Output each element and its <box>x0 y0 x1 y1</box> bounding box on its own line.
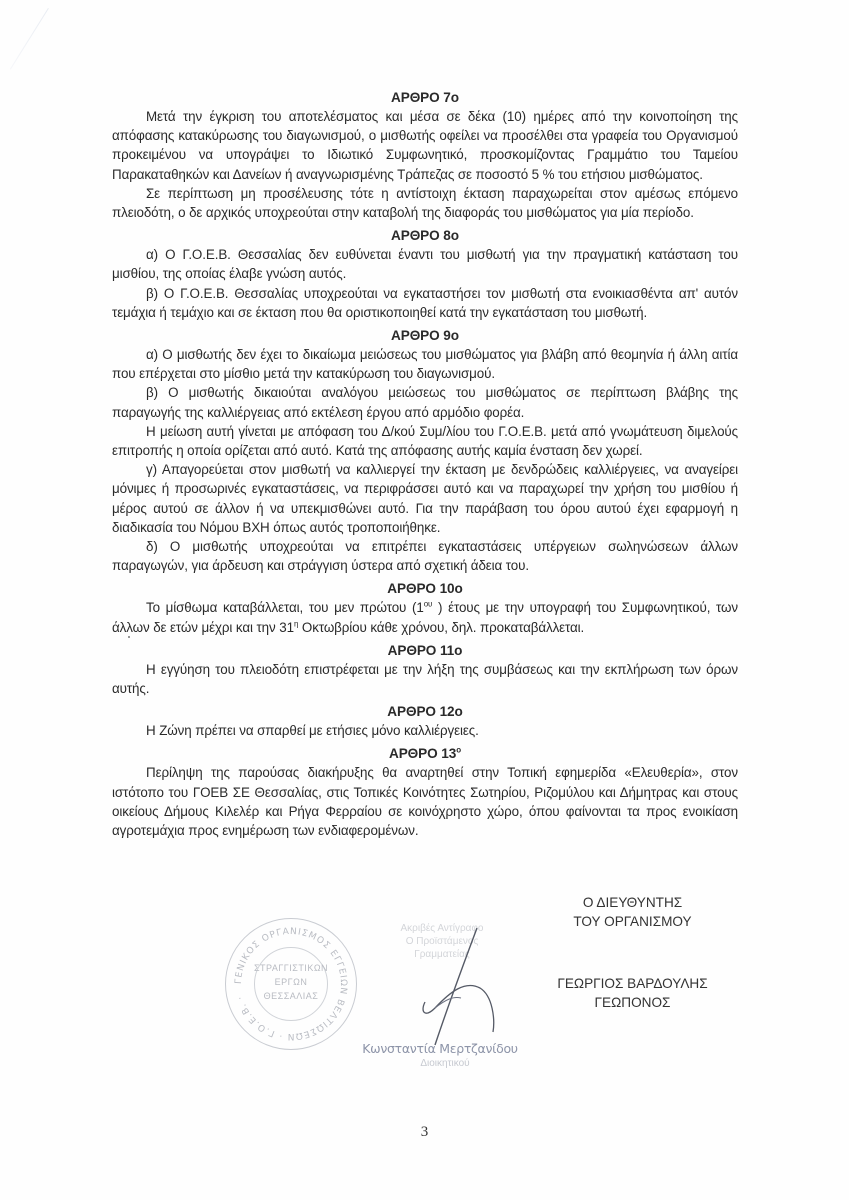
article-9 <box>112 326 738 575</box>
article-title: ΑΡΘΡΟ 9ο <box>391 328 459 344</box>
page-number: 3 <box>420 1124 429 1140</box>
signatory-role: ΓΕΩΠΟΝΟΣ <box>594 995 671 1010</box>
signatory-name: ΓΕΩΡΓΙΟΣ ΒΑΡΔΟΥΛΗΣ <box>557 976 708 991</box>
paragraph: Η εγγύηση του πλειοδότη επιστρέφεται με την λήξη της συμβάσεως και την εκπλήρωση των όρων αυτής. <box>112 661 738 697</box>
clerk-name: Κωνσταντία Μερτζανίδου <box>362 1041 518 1056</box>
scan-artifact <box>10 8 49 70</box>
superscript: η <box>293 619 299 629</box>
article-8 <box>112 226 738 322</box>
paragraph: β) Ο μισθωτής δικαιούται αναλόγου μειώσεως του μισθώματος σε περίπτωση βλάβης της παραγωγής της καλλιέργειας από εκτέλεση έργου από αρμόδιο φορέα. <box>112 385 738 420</box>
signatory-organization: ΤΟΥ ΟΡΓΑΝΙΣΜΟΥ <box>573 914 692 929</box>
article-11 <box>112 641 738 698</box>
title-text: ΑΡΘΡΟ 13 <box>389 746 457 762</box>
article-13 <box>112 744 738 840</box>
stamp-ring-label: ΓΕΝΙΚΟΣ ΟΡΓΑΝΙΣΜΟΣ ΕΓΓΕΙΩΝ ΒΕΛΤΙΩΣΕΩΝ · Γ.Ο.Ε.Β. · <box>233 926 349 1042</box>
scan-dot <box>128 636 130 638</box>
paragraph: δ) Ο μισθωτής υποχρεούται να επιτρέπει εγκαταστάσεις υπέργειων σωληνώσεων άλλων παραγωγών, για άρδευση και στράγγιση ύστερα από σχετική άδεια του. <box>112 539 738 574</box>
article-title: ΑΡΘΡΟ 10ο <box>387 581 463 597</box>
paragraph: Η Ζώνη πρέπει να σπαρθεί με ετήσιες μόνο καλλιέργειες. <box>146 723 479 739</box>
stamp-center-text <box>226 961 356 1003</box>
article-title: ΑΡΘΡΟ 8ο <box>391 228 459 244</box>
text-run: Το μίσθωμα καταβάλλεται, του μεν πρώτου (1 <box>146 600 424 616</box>
paragraph: α) Ο Γ.Ο.Ε.Β. Θεσσαλίας δεν ευθύνεται έναντι του μισθωτή για την πραγματική κατάσταση του μισθίου, της οποίας έλαβε γνώση αυτός. <box>112 247 738 282</box>
document-body <box>112 88 738 844</box>
superscript: ου <box>423 600 433 609</box>
certified-line: Γραμματείας <box>414 949 470 960</box>
superscript: ο <box>456 745 461 755</box>
article-12 <box>112 702 738 740</box>
paragraph: Μετά την έγκριση του αποτελέσματος και μέσα σε δέκα (10) ημέρες από την κοινοποίηση της απόφασης κατακύρωσης του διαγωνισμού, ο μισθωτής οφείλει να προσέλθει στα γραφεία του Οργανισμού προκειμένου να υπογράψει το Ιδιωτικό Συμφωνητικό, προσκομίζοντας Γραμμάτιο του Ταμείου Παρακαταθηκών και Δανείων ή αναγνωρισμένης Τράπεζας σε ποσοστό 5 % του ετήσιου μισθώματος. <box>112 109 738 182</box>
article-title: ΑΡΘΡΟ 7ο <box>391 90 459 105</box>
paragraph: Περίληψη της παρούσας διακήρυξης θα αναρτηθεί στην Τοπική εφημερίδα «Ελευθερία», στον ιστότοπο του ΓΟΕΒ ΣΕ Θεσσαλίας, στις Τοπικές Κοινότητες Σωτηρίου, Ριζομύλου και Δήμητρας και στους οικείους Δήμους Κιλελέρ και Ρήγα Φερραίου σε κοινόχρηστο χώρο, όπου φαίνονται τα προς ενοικίαση αγροτεμάχια προς ενημέρωση των ενδιαφερομένων. <box>112 765 738 839</box>
paragraph: γ) Απαγορεύεται στον μισθωτή να καλλιεργεί την έκταση με δενδρώδεις καλλιέργειες, να αναγείρει μόνιμες ή προσωρινές εγκαταστάσεις, να περιφράσσει αυτό και να παραχωρεί την χρήση του μισθίου ή μέρος αυτού σε άλλον ή να υπεκμισθώνει αυτό. Για την παράβαση του όρου αυτού έχει εφαρμογή η διαδικασία του Νόμου ΒΧΗ όπως αυτός τροποποιήθηκε. <box>112 462 738 535</box>
article-title: ΑΡΘΡΟ 12ο <box>387 704 463 720</box>
paragraph: Η μείωση αυτή γίνεται με απόφαση του Δ/κού Συμ/λίου του Γ.Ο.Ε.Β. μετά από γνωμάτευση διμελούς επιτροπής η οποία ορίζεται από αυτό. Κατά της απόφασης αυτής καμία ένσταση δεν χωρεί. <box>112 423 738 459</box>
stamp-line: ΕΡΓΩΝ <box>274 977 308 987</box>
stamp-line: ΘΕΣΣΑΛΙΑΣ <box>263 991 319 1001</box>
official-stamp <box>225 918 357 1050</box>
certified-line: Ακριβές Αντίγραφο <box>400 923 484 934</box>
paragraph: β) Ο Γ.Ο.Ε.Β. Θεσσαλίας υποχρεούται να εγκαταστήσει τον μισθωτή στα ενοικιασθέντα απ' αυτόν τεμάχια ή τεμάχιο και σε έκταση που θα οριστικοποιηθεί κατά την εγκατάσταση του μισθωτή. <box>112 285 738 320</box>
paragraph <box>112 598 738 636</box>
article-title <box>112 744 738 763</box>
paragraph: Σε περίπτωση μη προσέλευσης τότε η αντίστοιχη έκταση παραχωρείται στον αμέσως επόμενο πλειοδότη, ο δε αρχικός υποχρεούται στην καταβολή της διαφοράς του μισθώματος για μία περίοδο. <box>112 185 738 221</box>
certified-line: Ο Προϊστάμενος <box>405 936 479 947</box>
article-title: ΑΡΘΡΟ 11ο <box>387 642 463 658</box>
paragraph: α) Ο μισθωτής δεν έχει το δικαίωμα μειώσεως του μισθώματος για βλάβη από θεομηνία ή άλλη αιτία που επέρχεται στο μίσθιο μετά την κατακύρωση του διαγωνισμού. <box>112 347 738 382</box>
stamp-line: ΣΤΡΑΓΓΙΣΤΙΚΩΝ <box>253 963 329 973</box>
article-10 <box>112 579 738 636</box>
director-signature-block <box>555 893 710 1012</box>
text-run: ) έτους με την υπογραφή του Συμφωνητικού, των άλλων δε ετών μέχρι και την 31 <box>112 600 738 635</box>
article-7 <box>112 88 738 222</box>
clerk-role: Διοικητικού <box>420 1058 470 1069</box>
text-run: Οκτωβρίου κάθε χρόνου, δηλ. προκαταβάλλεται. <box>298 619 585 635</box>
handwritten-signature <box>405 920 505 1050</box>
signatory-title: Ο ΔΙΕΥΘΥΝΤΗΣ <box>582 895 683 910</box>
